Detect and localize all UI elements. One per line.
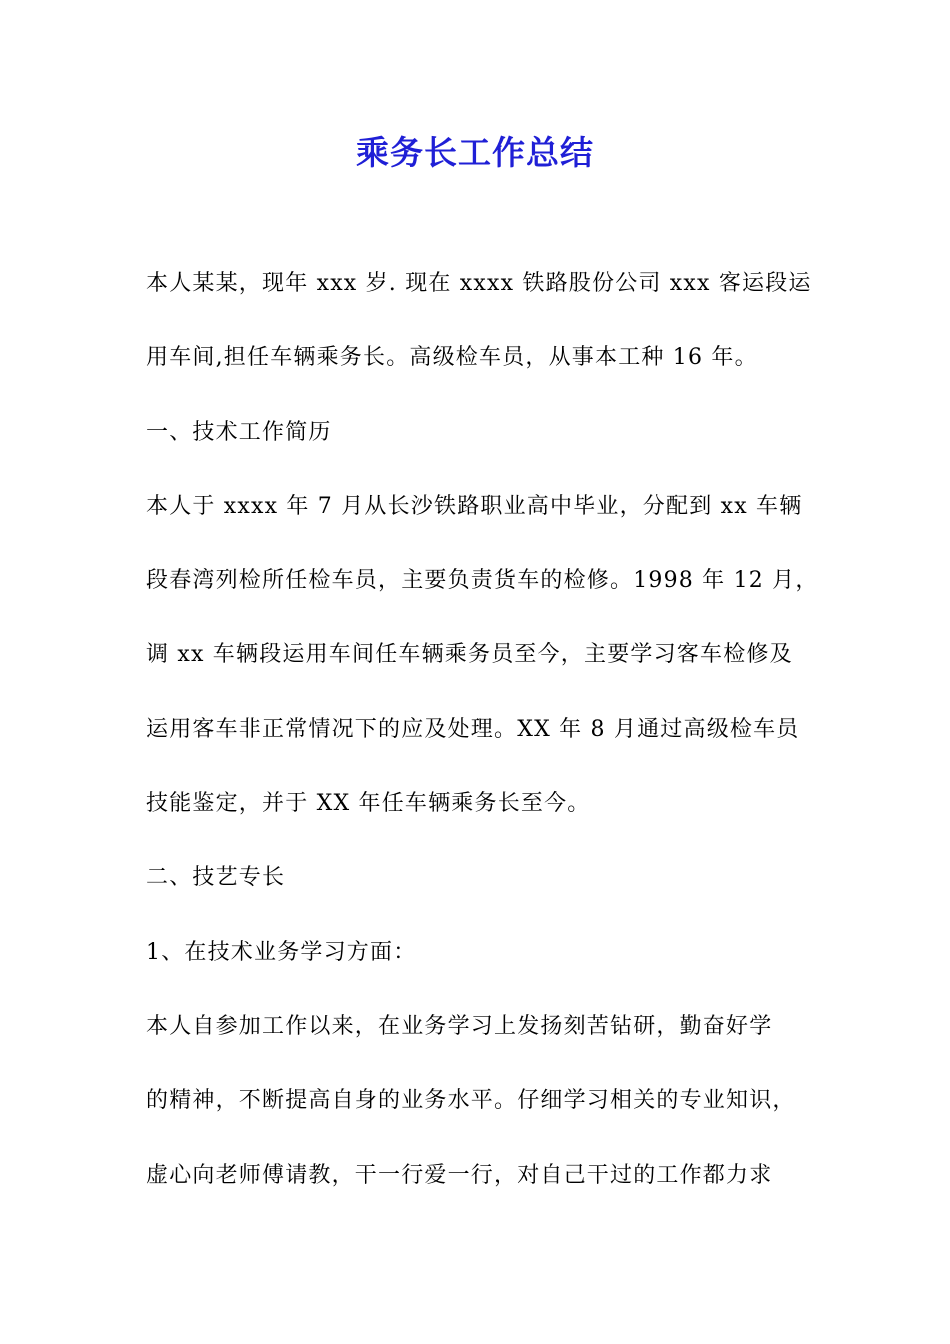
document-body <box>146 262 826 1228</box>
paragraph-line: 运用客车非正常情况下的应及处理。XX 年 8 月通过高级检车员 <box>146 716 800 742</box>
paragraph-line: 段春湾列检所任检车员，主要负责货车的检修。1998 年 12 月， <box>146 568 819 594</box>
paragraph-line: 用车间,担任车辆乘务长。高级检车员，从事本工种 16 年。 <box>146 345 758 371</box>
section-heading: 一、技术工作简历 <box>146 419 332 445</box>
paragraph-line: 本人于 xxxx 年 7 月从长沙铁路职业高中毕业，分配到 xx 车辆 <box>146 493 803 519</box>
paragraph-line: 虚心向老师傅请教，干一行爱一行，对自己干过的工作都力求 <box>146 1162 773 1188</box>
paragraph-line: 调 xx 车辆段运用车间任车辆乘务员至今，主要学习客车检修及 <box>146 642 793 668</box>
document-title: 乘务长工作总结 <box>356 133 594 172</box>
paragraph-line: 的精神，不断提高自身的业务水平。仔细学习相关的专业知识， <box>146 1088 796 1114</box>
section-heading: 二、技艺专长 <box>146 865 286 891</box>
paragraph-line: 本人自参加工作以来，在业务学习上发扬刻苦钻研，勤奋好学 <box>146 1013 773 1039</box>
paragraph-line: 本人某某，现年 xxx 岁. 现在 xxxx 铁路股份公司 xxx 客运段运 <box>146 271 812 296</box>
paragraph-line: 技能鉴定，并于 XX 年任车辆乘务长至今。 <box>146 791 591 817</box>
subsection-heading: 1、在技术业务学习方面： <box>146 939 417 965</box>
